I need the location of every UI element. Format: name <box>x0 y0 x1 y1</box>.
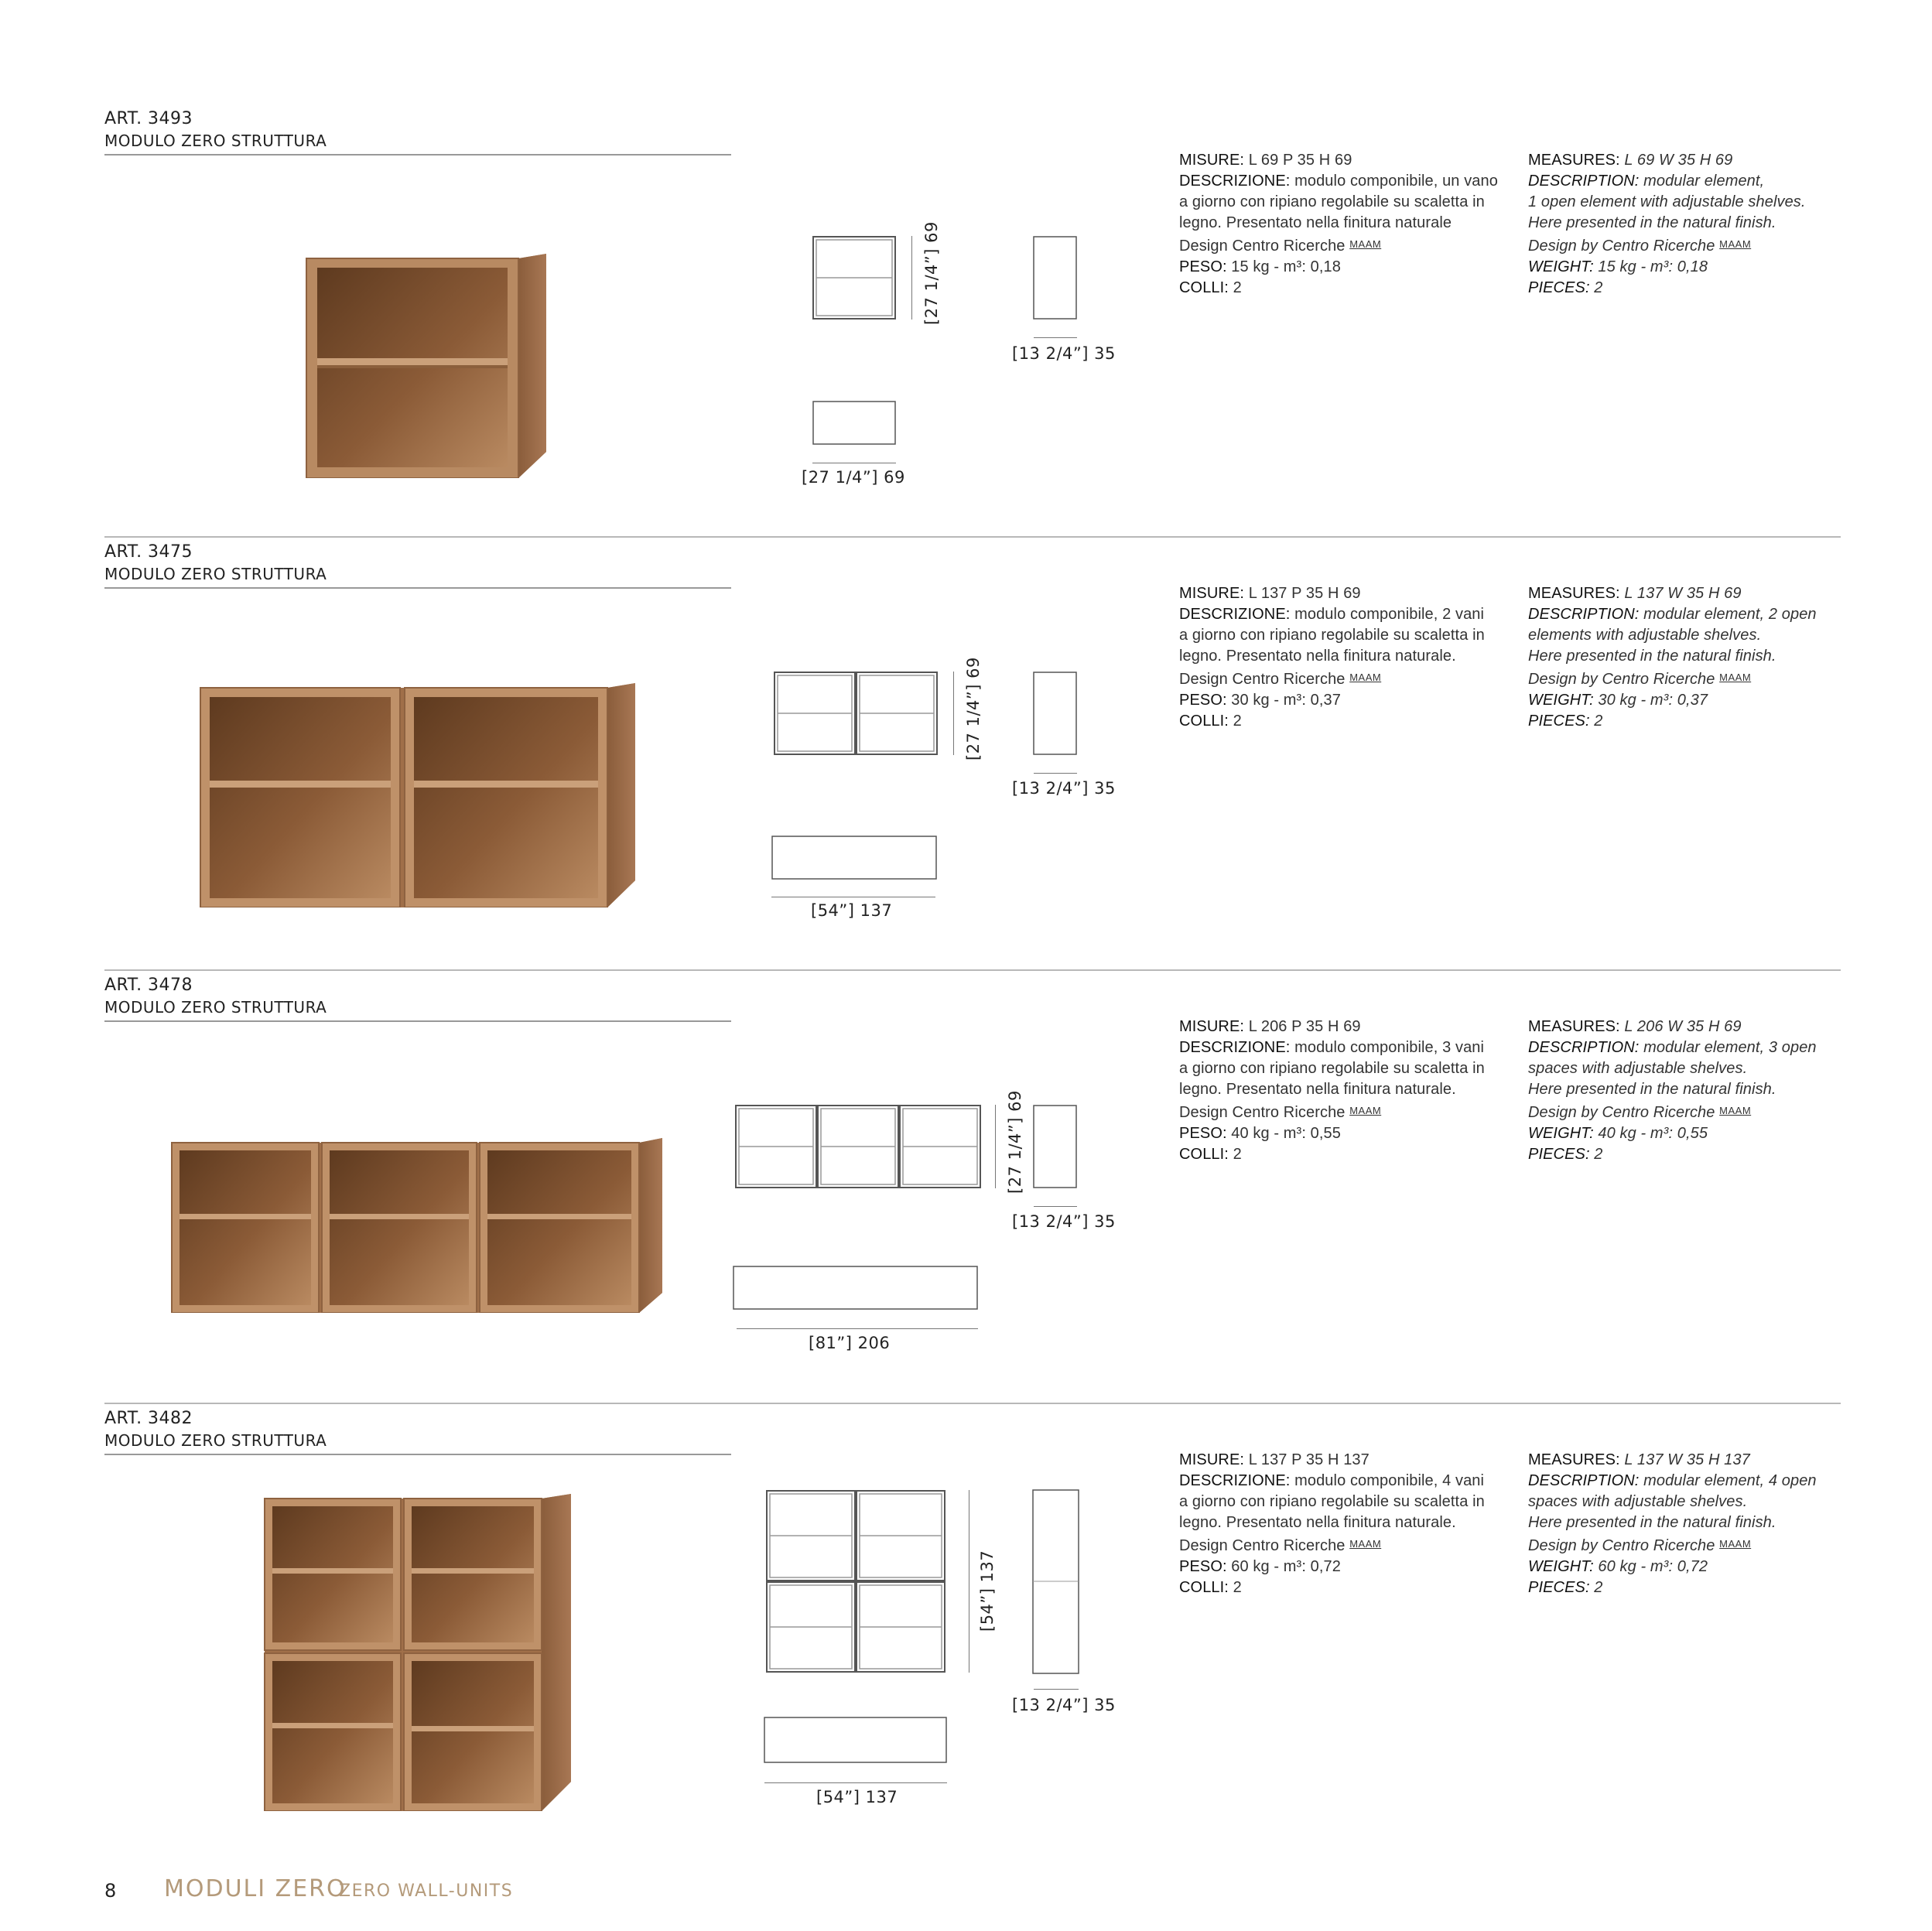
product-photo <box>302 254 549 478</box>
maam-logo: MAAM <box>1349 238 1382 250</box>
spec-key: WEIGHT: <box>1528 1125 1594 1142</box>
spec-key: DESCRIPTION: <box>1528 606 1640 623</box>
english-specs <box>1528 1017 1817 1165</box>
spec-value: modulo componibile, 4 vani <box>1290 1472 1485 1489</box>
spec-line: a giorno con ripiano regolabile su scaletta in <box>1179 1060 1485 1077</box>
spec-value: modular element, <box>1639 173 1765 190</box>
spec-line: 1 open element with adjustable shelves. <box>1528 193 1806 210</box>
spec-value: 2 <box>1228 279 1242 296</box>
spec-key: DESCRIZIONE: <box>1179 173 1291 190</box>
spec-key: MEASURES: <box>1528 1451 1620 1468</box>
section-divider <box>104 969 1841 971</box>
english-specs <box>1528 150 1806 299</box>
spec-key: MEASURES: <box>1528 585 1620 602</box>
spec-key: DESCRIPTION: <box>1528 1039 1640 1056</box>
front-view-drawing <box>735 1105 983 1190</box>
spec-line: Here presented in the natural finish. <box>1528 648 1776 665</box>
section-divider <box>104 1403 1841 1404</box>
spec-key: PESO: <box>1179 1125 1227 1142</box>
article-number: ART. 3478 <box>104 976 193 995</box>
product-photo <box>197 683 638 907</box>
spec-key: WEIGHT: <box>1528 1558 1594 1575</box>
spec-line: spaces with adjustable shelves. <box>1528 1493 1748 1510</box>
spec-line: a giorno con ripiano regolabile su scaletta in <box>1179 193 1485 210</box>
width-dimension: [54”] 137 <box>811 901 893 920</box>
maam-logo: MAAM <box>1349 1105 1382 1116</box>
spec-line: Here presented in the natural finish. <box>1528 1081 1776 1098</box>
height-dim-line <box>911 236 912 320</box>
spec-line: Here presented in the natural finish. <box>1528 214 1776 231</box>
plan-view-drawing <box>733 1266 980 1311</box>
spec-key: COLLI: <box>1179 1146 1229 1163</box>
design-credit: Design Centro Ricerche <box>1179 1104 1346 1121</box>
spec-key: PIECES: <box>1528 279 1590 296</box>
spec-value: modulo componibile, un vano <box>1290 173 1498 190</box>
height-dimension: [27 1/4”] 69 <box>964 657 983 760</box>
italian-specs <box>1179 150 1498 299</box>
spec-line: legno. Presentato nella finitura naturale <box>1179 214 1452 231</box>
plan-view-drawing <box>764 1717 949 1765</box>
design-credit: Design by Centro Ricerche <box>1528 1537 1715 1554</box>
maam-logo: MAAM <box>1719 1105 1752 1116</box>
side-view-drawing <box>1032 1489 1082 1676</box>
product-section-3482 <box>0 1403 1932 1836</box>
height-dim-line <box>995 1105 996 1188</box>
spec-value: 2 <box>1228 713 1242 730</box>
spec-key: MISURE: <box>1179 152 1245 169</box>
maam-logo: MAAM <box>1719 1538 1752 1550</box>
article-underline <box>104 587 731 589</box>
spec-line: legno. Presentato nella finitura naturale. <box>1179 1514 1456 1531</box>
italian-specs <box>1179 1450 1485 1598</box>
depth-dimension: [13 2/4”] 35 <box>1012 779 1116 798</box>
front-view-drawing <box>774 672 940 757</box>
width-dim-line <box>764 1782 947 1783</box>
depth-dimension: [13 2/4”] 35 <box>1012 1696 1116 1714</box>
spec-value: 2 <box>1228 1146 1242 1163</box>
spec-line: elements with adjustable shelves. <box>1528 627 1762 644</box>
article-underline <box>104 154 731 156</box>
spec-key: DESCRIPTION: <box>1528 173 1640 190</box>
width-dimension: [81”] 206 <box>809 1334 891 1352</box>
spec-value: modulo componibile, 3 vani <box>1290 1039 1485 1056</box>
article-name: MODULO ZERO STRUTTURA <box>104 132 327 150</box>
height-dimension: [54”] 137 <box>978 1550 997 1632</box>
article-name: MODULO ZERO STRUTTURA <box>104 1431 327 1450</box>
spec-key: MEASURES: <box>1528 1018 1620 1035</box>
side-view-drawing <box>1033 1105 1079 1190</box>
spec-value: 15 kg - m³: 0,18 <box>1593 258 1708 275</box>
spec-value: L 137 W 35 H 69 <box>1619 585 1742 602</box>
spec-line: a giorno con ripiano regolabile su scaletta in <box>1179 627 1485 644</box>
spec-key: MISURE: <box>1179 1018 1245 1035</box>
design-credit: Design by Centro Ricerche <box>1528 1104 1715 1121</box>
maam-logo: MAAM <box>1719 238 1752 250</box>
spec-key: DESCRIPTION: <box>1528 1472 1640 1489</box>
depth-dimension: [13 2/4”] 35 <box>1012 344 1116 363</box>
article-underline <box>104 1454 731 1455</box>
spec-key: COLLI: <box>1179 279 1229 296</box>
spec-line: spaces with adjustable shelves. <box>1528 1060 1748 1077</box>
spec-key: PIECES: <box>1528 1579 1590 1596</box>
spec-value: modulo componibile, 2 vani <box>1290 606 1485 623</box>
maam-logo: MAAM <box>1349 1538 1382 1550</box>
article-name: MODULO ZERO STRUTTURA <box>104 565 327 583</box>
design-credit: Design Centro Ricerche <box>1179 238 1346 255</box>
spec-key: WEIGHT: <box>1528 258 1594 275</box>
spec-value: 2 <box>1589 1579 1603 1596</box>
spec-value: modular element, 2 open <box>1639 606 1817 623</box>
spec-key: MEASURES: <box>1528 152 1620 169</box>
spec-value: L 137 W 35 H 137 <box>1619 1451 1750 1468</box>
spec-value: 40 kg - m³: 0,55 <box>1593 1125 1708 1142</box>
depth-dimension: [13 2/4”] 35 <box>1012 1212 1116 1231</box>
footer-subtitle: ZERO WALL-UNITS <box>339 1881 514 1901</box>
article-number: ART. 3493 <box>104 109 193 128</box>
plan-view-drawing <box>771 836 939 880</box>
depth-dim-line <box>1034 337 1077 338</box>
english-specs <box>1528 583 1817 732</box>
spec-value: 2 <box>1589 713 1603 730</box>
depth-dim-line <box>1034 773 1077 774</box>
product-section-3493 <box>0 0 1932 487</box>
spec-value: 2 <box>1228 1579 1242 1596</box>
spec-value: L 69 W 35 H 69 <box>1619 152 1733 169</box>
width-dimension: [54”] 137 <box>816 1788 898 1806</box>
spec-value: L 206 W 35 H 69 <box>1619 1018 1742 1035</box>
spec-value: 15 kg - m³: 0,18 <box>1226 258 1341 275</box>
spec-key: MISURE: <box>1179 1451 1245 1468</box>
height-dim-line <box>953 672 954 755</box>
footer-title: MODULI ZERO <box>164 1875 347 1902</box>
spec-line: legno. Presentato nella finitura naturale. <box>1179 1081 1456 1098</box>
spec-key: PIECES: <box>1528 1146 1590 1163</box>
design-credit: Design Centro Ricerche <box>1179 671 1346 688</box>
spec-key: PESO: <box>1179 692 1227 709</box>
product-section-3478 <box>0 969 1932 1403</box>
spec-value: 30 kg - m³: 0,37 <box>1226 692 1341 709</box>
plan-view-drawing <box>812 401 898 446</box>
spec-value: 40 kg - m³: 0,55 <box>1226 1125 1341 1142</box>
italian-specs <box>1179 583 1485 732</box>
spec-line: legno. Presentato nella finitura naturale. <box>1179 648 1456 665</box>
spec-value: L 137 P 35 H 69 <box>1244 585 1361 602</box>
spec-value: modular element, 3 open <box>1639 1039 1817 1056</box>
width-dim-line <box>737 1328 978 1329</box>
spec-value: 2 <box>1589 279 1603 296</box>
depth-dim-line <box>1034 1206 1077 1207</box>
page-number: 8 <box>104 1880 117 1902</box>
spec-value: 30 kg - m³: 0,37 <box>1593 692 1708 709</box>
english-specs <box>1528 1450 1817 1598</box>
design-credit: Design by Centro Ricerche <box>1528 671 1715 688</box>
italian-specs <box>1179 1017 1485 1165</box>
spec-value: L 206 P 35 H 69 <box>1244 1018 1361 1035</box>
spec-value: 60 kg - m³: 0,72 <box>1226 1558 1341 1575</box>
spec-value: L 137 P 35 H 137 <box>1244 1451 1369 1468</box>
spec-line: Here presented in the natural finish. <box>1528 1514 1776 1531</box>
maam-logo: MAAM <box>1719 672 1752 683</box>
article-number: ART. 3475 <box>104 542 193 562</box>
section-divider <box>104 536 1841 538</box>
front-view-drawing <box>766 1490 949 1676</box>
article-name: MODULO ZERO STRUTTURA <box>104 998 327 1017</box>
side-view-drawing <box>1033 672 1079 757</box>
spec-value: L 69 P 35 H 69 <box>1244 152 1352 169</box>
spec-key: DESCRIZIONE: <box>1179 1472 1291 1489</box>
spec-key: PESO: <box>1179 258 1227 275</box>
front-view-drawing <box>812 236 898 321</box>
spec-key: DESCRIZIONE: <box>1179 606 1291 623</box>
design-credit: Design by Centro Ricerche <box>1528 238 1715 255</box>
spec-key: MISURE: <box>1179 585 1245 602</box>
spec-key: PIECES: <box>1528 713 1590 730</box>
spec-value: 60 kg - m³: 0,72 <box>1593 1558 1708 1575</box>
spec-key: COLLI: <box>1179 1579 1229 1596</box>
depth-dim-line <box>1034 1689 1079 1690</box>
width-dimension: [27 1/4”] 69 <box>802 468 905 487</box>
spec-value: modular element, 4 open <box>1639 1472 1817 1489</box>
spec-value: 2 <box>1589 1146 1603 1163</box>
product-photo <box>262 1494 574 1811</box>
maam-logo: MAAM <box>1349 672 1382 683</box>
article-number: ART. 3482 <box>104 1409 193 1428</box>
product-section-3475 <box>0 536 1932 969</box>
spec-line: a giorno con ripiano regolabile su scaletta in <box>1179 1493 1485 1510</box>
spec-key: PESO: <box>1179 1558 1227 1575</box>
spec-key: DESCRIZIONE: <box>1179 1039 1291 1056</box>
height-dimension: [27 1/4”] 69 <box>1006 1090 1024 1194</box>
article-underline <box>104 1020 731 1022</box>
spec-key: WEIGHT: <box>1528 692 1594 709</box>
design-credit: Design Centro Ricerche <box>1179 1537 1346 1554</box>
spec-key: COLLI: <box>1179 713 1229 730</box>
product-photo <box>169 1138 665 1313</box>
side-view-drawing <box>1033 236 1079 321</box>
height-dimension: [27 1/4”] 69 <box>922 221 941 325</box>
